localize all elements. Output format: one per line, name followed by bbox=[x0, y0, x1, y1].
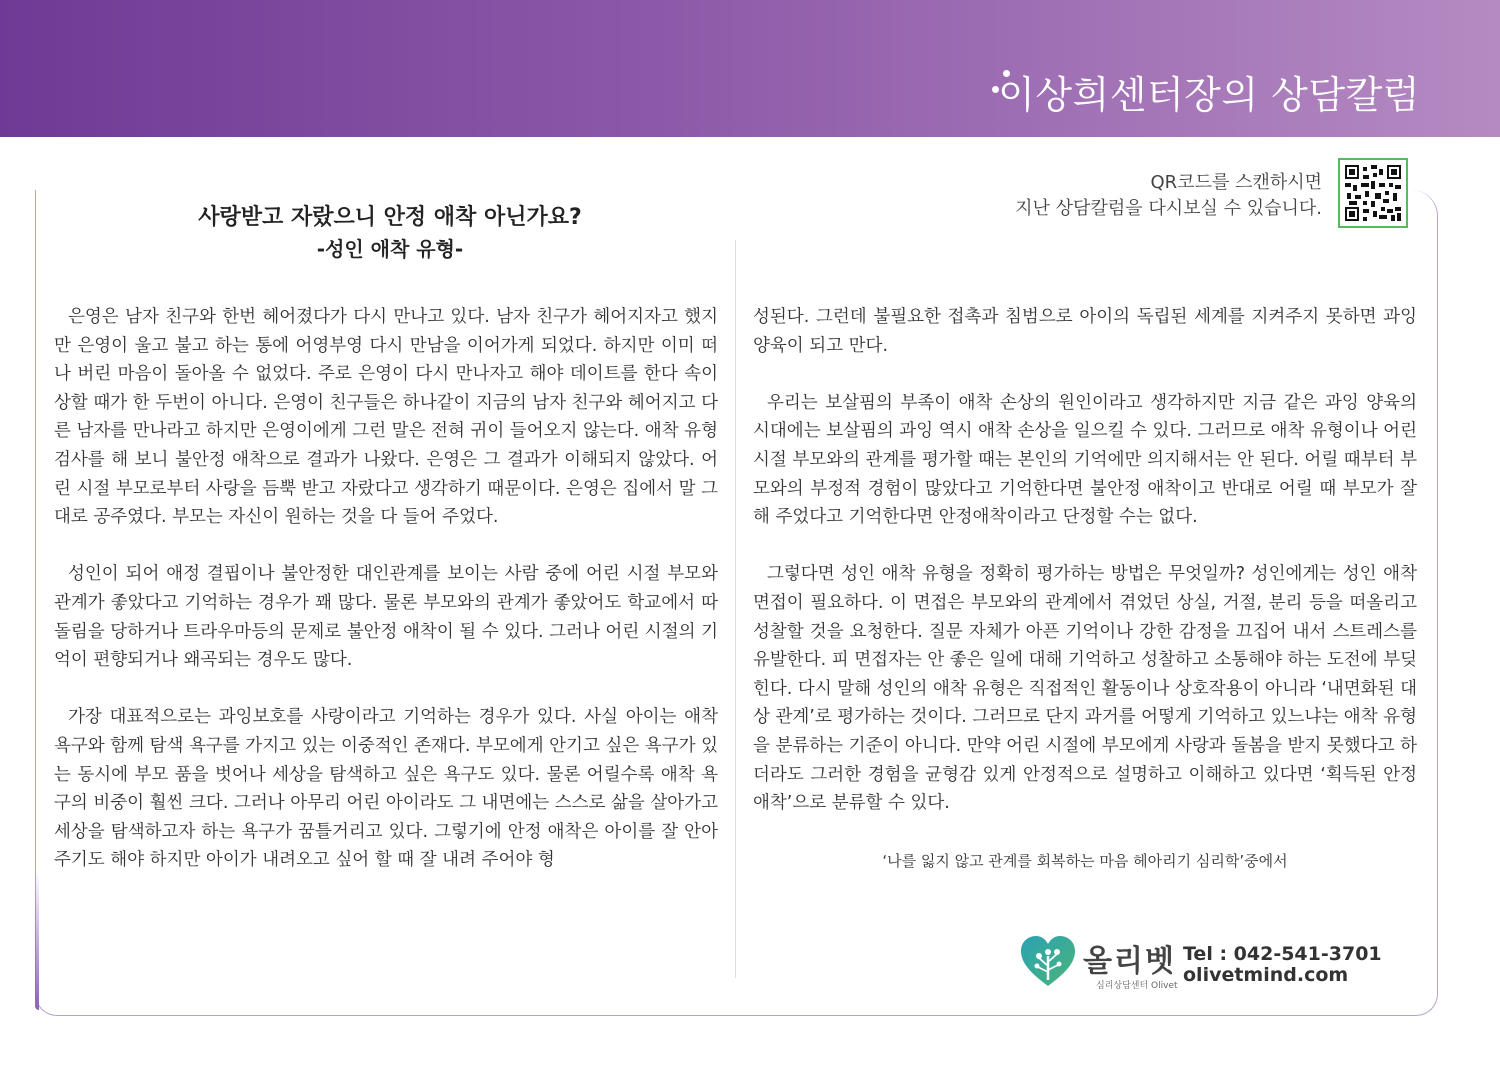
article-subtitle: -성인 애착 유형- bbox=[316, 237, 464, 261]
phone-number: Tel : 042-541-3701 bbox=[1183, 943, 1382, 965]
paragraph: 그렇다면 성인 애착 유형을 정확히 평가하는 방법은 무엇일까? 성인에게는 성인 애착 면접이 필요하다. 이 면접은 부모와의 관계에서 겪었던 상실, 거절, 분리 등을 떠올리고 성찰할 것을 요청한다. 질문 자체가 아픈 기억이나 강한 감정을 끄집어 내서 스트레스를 유발한다. 피 면접자는 안 좋은 일에 대해 기억하고 성찰하고 소통해야 하는 도전에 부딪힌다. 다시 말해 성인의 애착 유형은 직접적인 활동이나 상호작용이 아니라 ‘내면화된 대상 관계’로 평가하는 것이다. 그러므로 단지 과거를 어떻게 기억하고 있느냐는 애착 유형을 분류하는 기준이 아니다. 만약 어린 시절에 부모에게 사랑과 돌봄을 받지 못했다고 하더라도 그러한 경험을 균형감 있게 안정적으로 설명하고 이해하고 있다면 ‘획득된 안정 애착’으로 분류할 수 있다. bbox=[753, 564, 1417, 814]
olivet-heart-tree-logo-icon bbox=[1019, 934, 1077, 988]
paragraph: 우리는 보살핌의 부족이 애착 손상의 원인이라고 생각하지만 지금 같은 과잉 양육의 시대에는 보살핌의 과잉 역시 애착 손상을 일으킬 수 있다. 그러므로 애착 유형이나 어린 시절 부모와의 관계를 평가할 때는 본인의 기억에만 의지해서는 안 된다. 어릴 때부터 부모와의 부정적 경험이 많았다고 기억한다면 불안정 애착이고 반대로 어릴 때 부모가 잘해 주었다고 기억한다면 안정애착이라고 단정할 수는 없다. bbox=[753, 392, 1417, 528]
qr-caption-line1: QR코드를 스캔하시면 bbox=[1150, 172, 1322, 193]
paragraph: 성인이 되어 애정 결핍이나 불안정한 대인관계를 보이는 사람 중에 어린 시절 부모와 관계가 좋았다고 기억하는 경우가 꽤 많다. 물론 부모와의 관계가 좋았어도 학교에서 따돌림을 당하거나 트라우마등의 문제로 불안정 애착이 될 수 있다. 그러나 어린 시절의 기억이 편향되거나 왜곡되는 경우도 많다. bbox=[54, 564, 718, 671]
logo-name: 올리벳 bbox=[1083, 944, 1176, 979]
header-banner bbox=[0, 0, 1500, 137]
website-link[interactable]: olivetmind.com bbox=[1183, 964, 1349, 986]
logo-subtitle: 심리상담센터 Olivet bbox=[1096, 981, 1178, 991]
paragraph: 가장 대표적으로는 과잉보호를 사랑이라고 기억하는 경우가 있다. 사실 아이는 애착 욕구와 함께 탐색 욕구를 가지고 있는 이중적인 존재다. 부모에게 안기고 싶은 욕구가 있는 동시에 부모 품을 벗어나 세상을 탐색하고 싶은 욕구도 있다. 물론 어릴수록 애착 욕구의 비중이 훨씬 크다. 그러나 아무리 어린 아이라도 그 내면에는 스스로 삶을 살아가고 세상을 탐색하고자 하는 욕구가 꿈틀거리고 있다. 그렇기에 안정 애착은 아이를 잘 안아주기도 해야 하지만 아이가 내려오고 싶어 할 때 잘 내려 주어야 형 bbox=[54, 707, 718, 871]
source-citation: ‘나를 잃지 않고 관계를 회복하는 마음 헤아리기 심리학’중에서 bbox=[882, 852, 1288, 870]
column-divider bbox=[735, 240, 736, 978]
column-series-title: 이상희센터장의 상담칼럼 bbox=[998, 73, 1420, 117]
qr-caption-line2: 지난 상담칼럼을 다시보실 수 있습니다. bbox=[1015, 198, 1322, 219]
article-title: 사랑받고 자랐으니 안정 애착 아닌가요? bbox=[198, 205, 582, 230]
right-column bbox=[753, 303, 1417, 846]
paragraph: 성된다. 그런데 불필요한 접촉과 침범으로 아이의 독립된 세계를 지켜주지 못하면 과잉 양육이 되고 만다. bbox=[753, 307, 1417, 356]
frame-accent bbox=[35, 870, 39, 1010]
left-column bbox=[54, 303, 718, 903]
paragraph: 은영은 남자 친구와 한번 헤어졌다가 다시 만나고 있다. 남자 친구가 헤어지자고 했지만 은영이 울고 불고 하는 통에 어영부영 다시 만남을 이어가게 되었다. 하지만 이미 떠나 버린 마음이 돌아올 수 없었다. 주로 은영이 다시 만나자고 해야 데이트를 한다 속이 상할 때가 한 두번이 아니다. 은영이 친구들은 하나같이 지금의 남자 친구와 헤어지고 다른 남자를 만나라고 하지만 은영이에게 그런 말은 전혀 귀이 들어오지 않는다. 애착 유형 검사를 해 보니 불안정 애착으로 결과가 나왔다. 은영은 그 결과가 이해되지 않았다. 어린 시절 부모로부터 사랑을 듬뿍 받고 자랐다고 생각하기 때문이다. 은영은 집에서 말 그대로 공주였다. 부모는 자신이 원하는 것을 다 들어 주었다. bbox=[54, 307, 718, 528]
